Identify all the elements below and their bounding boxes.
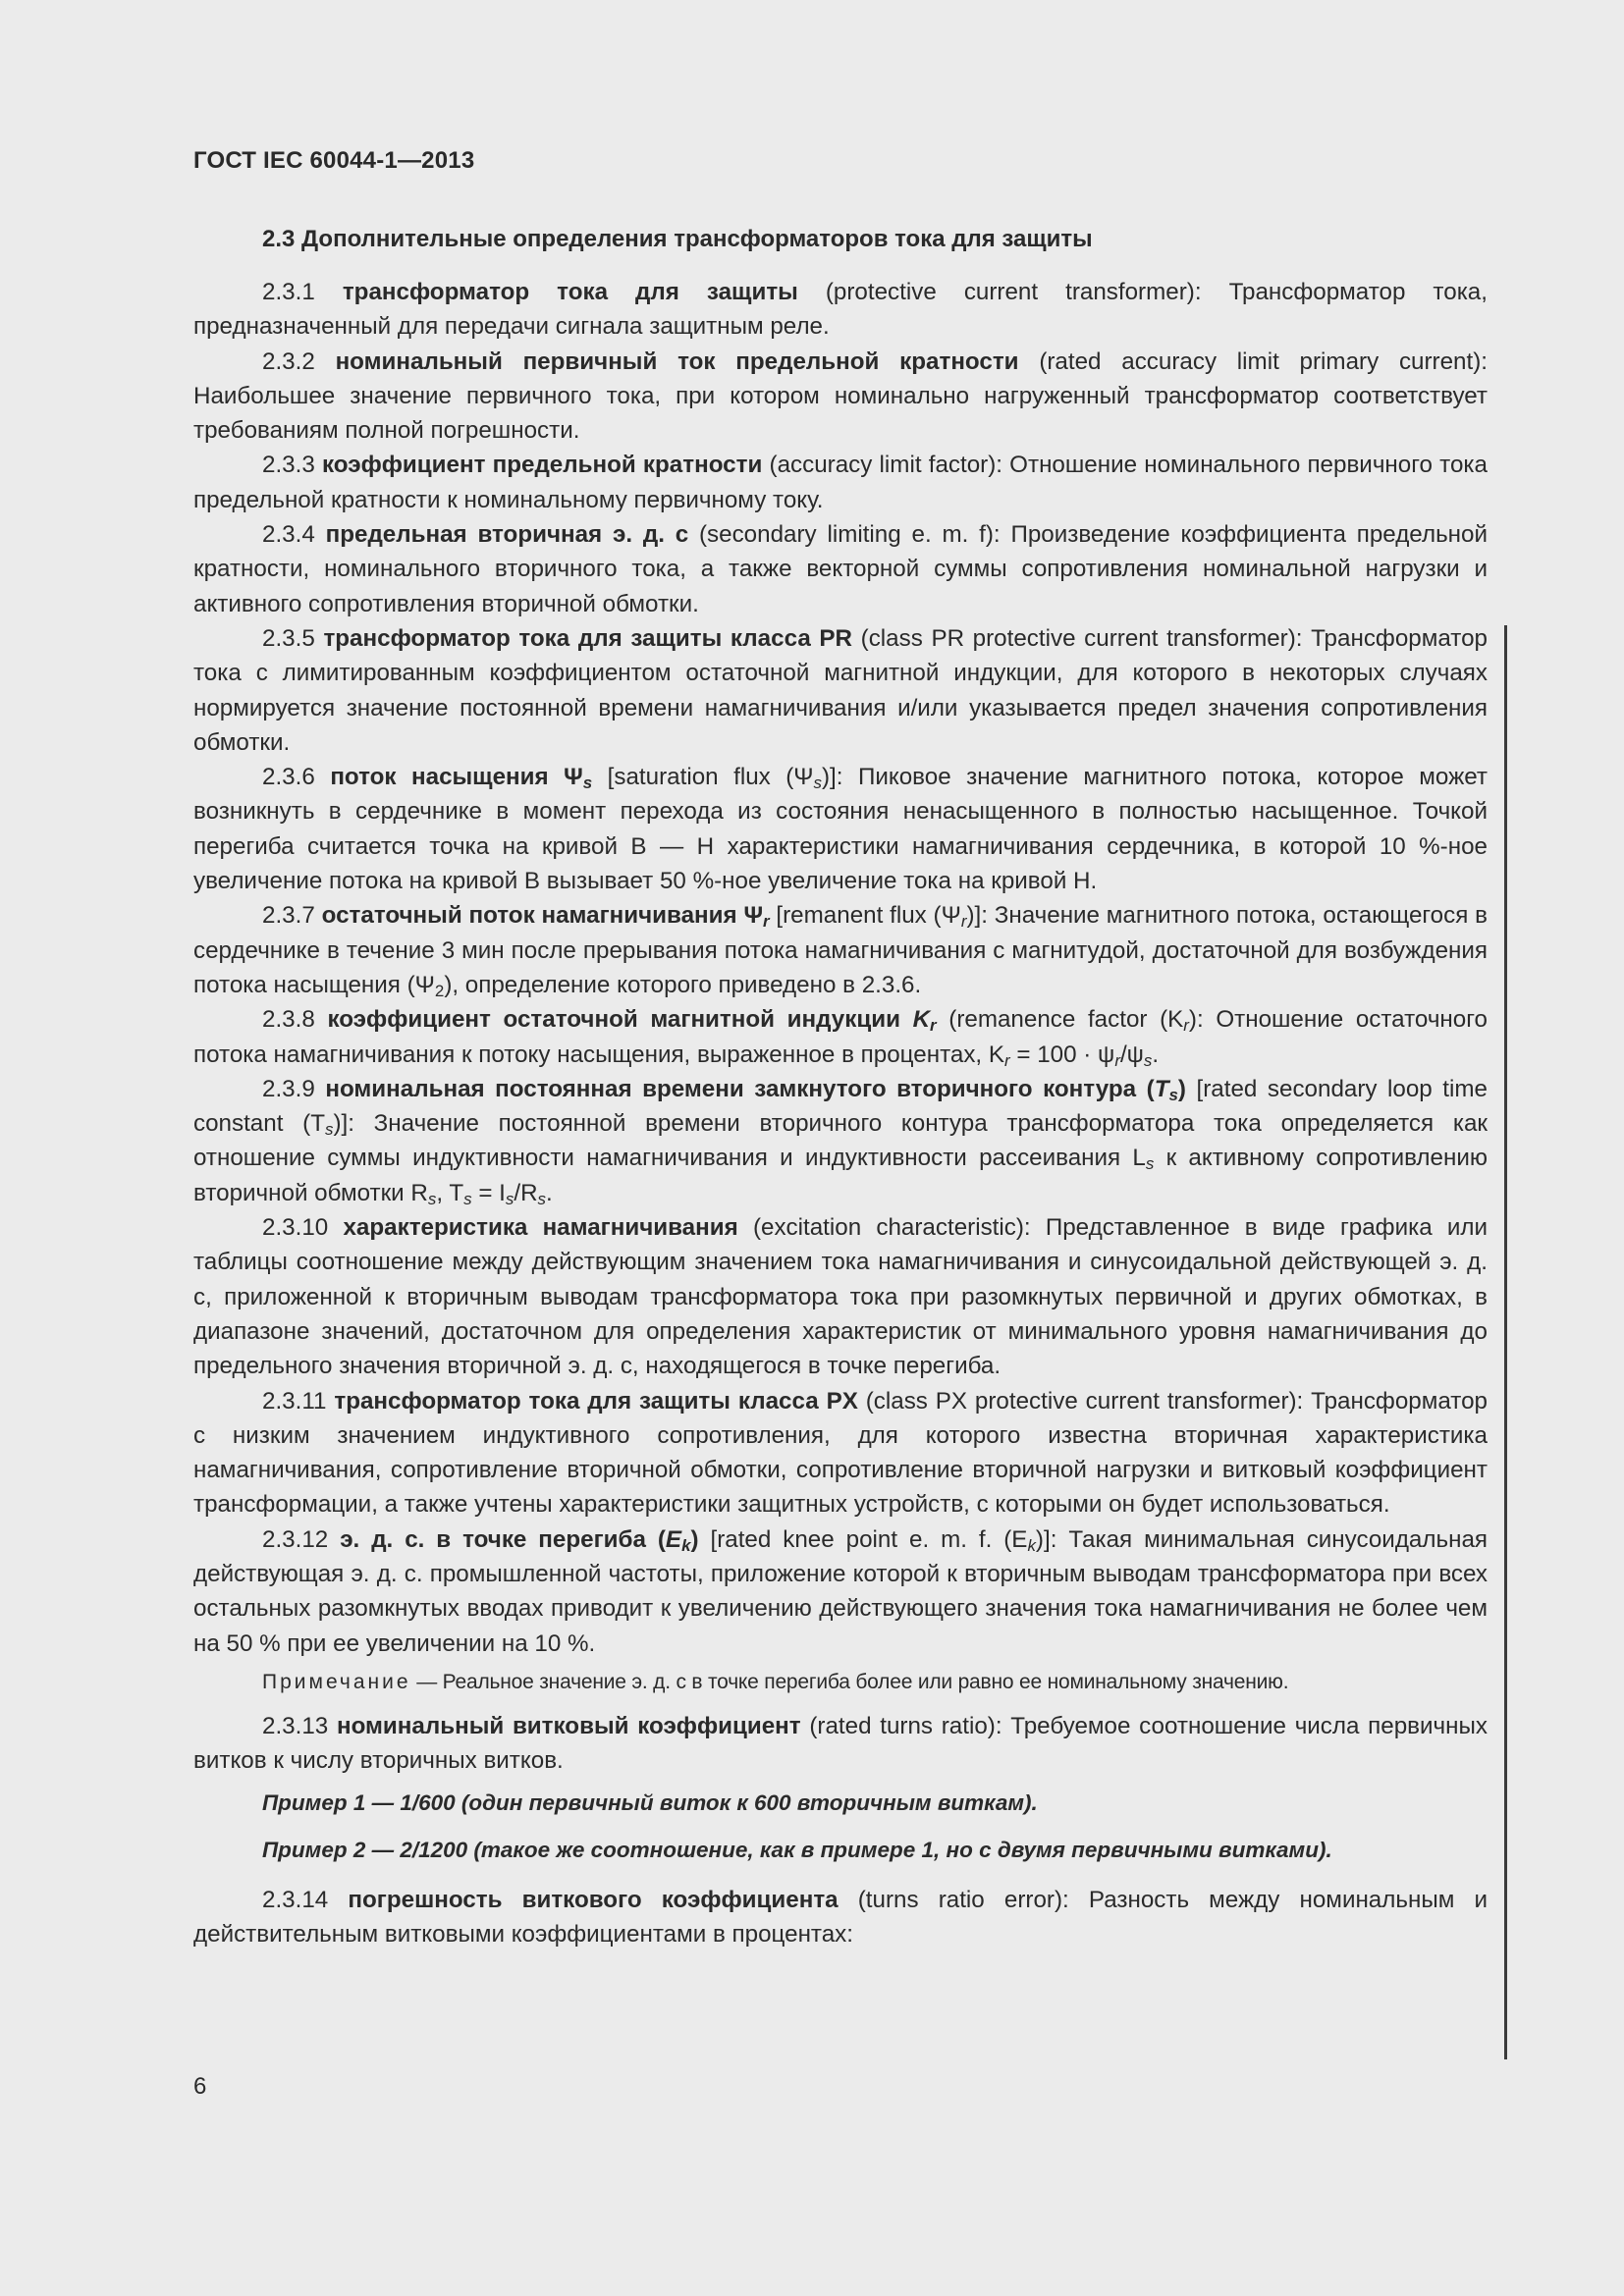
example-1: Пример 1 — 1/600 (один первичный виток к 600 вторичным виткам).	[262, 1790, 1038, 1816]
definition-2-3-7: 2.3.7 остаточный поток намагничивания $\Psi_r$ [remanent flux $(\Psi_r)$]: Значение магнитного потока, остающегося в сердечнике в течение 3 мин после прерывания потока намагничивания с магнитудой, достаточной для возбуждения потока насыщения $(\Psi_2)$, определение которого приведено в 2.3.6.	[193, 902, 1488, 1001]
page-number: 6	[193, 2073, 207, 2100]
definition-2-3-13	[193, 1709, 1488, 1779]
document-body	[193, 275, 1488, 1952]
clause-number: 2.3.8	[262, 1006, 315, 1034]
definition-text: (accuracy limit factor): Отношение номинального первичного тока предельной кратности к номинальному первичному току.	[193, 452, 1488, 513]
clause-number: 2.3.5	[262, 624, 315, 652]
note	[193, 1668, 1488, 1697]
definition-2-3-1	[193, 275, 1488, 345]
definition-text: )]: Пиковое значение магнитного потока, которое может возникнуть в сердечнике в момент перехода из состояния ненасыщенного в полностью насыщенное. Точкой перегиба считается точка на кривой В — Н характеристики намагничивания сердечника, в которой 10 %-ное увеличение потока на кривой В вызывает 50 %-ное увеличение тока на кривой Н.	[193, 764, 1488, 895]
clause-number: 2.3.2	[262, 347, 315, 375]
symbol: $\Psi_s$	[564, 764, 593, 793]
term: характеристика намагничивания	[343, 1214, 738, 1242]
definition-2-3-3	[193, 448, 1488, 517]
definition-2-3-9: 2.3.9 номинальная постоянная времени замкнутого вторичного контура $(T_s)$ [rated secondary loop time constant $(T_s)$]: Значение постоянной времени вторичного контура трансформатора тока определяется как отношение суммы индуктивности намагничивания и индуктивности рассеивания $L_s$ к активному сопротивлению вторичной обмотки $R_s$, $T_s = I_s/R_s$.	[193, 1075, 1488, 1208]
symbol: $T_s$	[1154, 1075, 1178, 1105]
term: э. д. с. в точке перегиба (	[340, 1525, 666, 1553]
definition-text: (rated turns ratio): Требуемое соотношение числа первичных витков к числу вторичных витков.	[193, 1712, 1488, 1775]
clause-number: 2.3.4	[262, 521, 315, 549]
term: номинальная постоянная времени замкнутого вторичного контура	[325, 1075, 1137, 1102]
clause-number: 2.3.7	[262, 902, 315, 930]
term: предельная вторичная э. д. с	[325, 521, 689, 549]
clause-number: 2.3.1	[262, 279, 315, 305]
document-code-header: ГОСТ IEC 60044-1—2013	[193, 147, 475, 174]
clause-number: 2.3.11	[262, 1387, 327, 1415]
definition-2-3-6: 2.3.6 поток насыщения $\Psi_s$ [saturation flux $(\Psi_s)$]: Пиковое значение магнитного потока, которое может возникнуть в сердечнике в момент перехода из состояния ненасыщенного в полностью насыщенное. Точкой перегиба считается точка на кривой В — Н характеристики намагничивания сердечника, в которой 10 %-ное увеличение потока на кривой В вызывает 50 %-ное увеличение тока на кривой Н.	[193, 764, 1488, 895]
term: номинальный первичный ток предельной кратности	[335, 347, 1019, 375]
definition-text: (class PR protective current transformer): Трансформатор тока с лимитированным коэффициентом остаточной магнитной индукции, для которого в некоторых случаях нормируется значение постоянной времени намагничивания и/или указывается предел значения сопротивления обмотки.	[193, 624, 1488, 756]
term: трансформатор тока для защиты класса PX	[334, 1387, 858, 1415]
term: трансформатор тока для защиты	[342, 279, 798, 305]
definition-text: (rated accuracy limit primary current): Наибольшее значение первичного тока, при котором номинально нагруженный трансформатор соответствует требованиям полной погрешности.	[193, 347, 1488, 445]
symbol: $K_r$	[912, 1006, 937, 1036]
note-label: Примечание	[262, 1670, 411, 1693]
definition-2-3-10	[193, 1210, 1488, 1383]
definition-text: (class PX protective current transformer): Трансформатор с низким значением индуктивного сопротивления, для которого известна вторичная характеристика намагничивания, сопротивление вторичной обмотки, сопротивление вторичной нагрузки и витковый коэффициент трансформации, а также учтены характеристики защитных устройств, с которыми он будет использоваться.	[193, 1387, 1488, 1519]
definition-text: (turns ratio error): Разность между номинальным и действительным витковыми коэффициентами в процентах:	[193, 1887, 1488, 1949]
example-2: Пример 2 — 2/1200 (такое же соотношение, как в примере 1, но с двумя первичными витками).	[262, 1837, 1332, 1862]
revision-change-bar	[1504, 625, 1507, 2059]
definition-text: )]: Такая минимальная синусоидальная действующая э. д. с. промышленной частоты, приложение которой к вторичным выводам трансформатора при всех остальных разомкнутых вводах приводит к увеличению действующего значения тока намагничивания не более чем на 50 % при ее увеличении на 10 %.	[193, 1525, 1489, 1657]
definition-2-3-5	[193, 621, 1488, 760]
clause-number: 2.3.13	[262, 1712, 329, 1739]
definition-2-3-8: 2.3.8 коэффициент остаточной магнитной индукции $K_r$ (remanence factor $(K_r)$: Отношение остаточного потока намагничивания к потоку насыщения, выраженное в процентах, $K_r = 100 \cdot \psi_r/\psi_s$.	[193, 1006, 1488, 1070]
note-text: — Реальное значение э. д. с в точке перегиба более или равно ее номинальному значению.	[410, 1670, 1289, 1693]
clause-number: 2.3.3	[262, 452, 315, 479]
term: остаточный поток намагничивания	[321, 902, 737, 930]
clause-number: 2.3.12	[262, 1525, 329, 1553]
term: погрешность виткового коэффициента	[348, 1887, 839, 1914]
term: номинальный витковый коэффициент	[336, 1712, 801, 1739]
definition-text: ): Отношение остаточного потока намагничивания к потоку насыщения, выраженное в процентах, K	[193, 1006, 1488, 1068]
definition-text: )]: Значение постоянной времени вторичного контура трансформатора тока определяется как отношение суммы индуктивности намагничивания и индуктивности рассеивания L	[193, 1110, 1488, 1172]
definition-2-3-11	[193, 1384, 1488, 1522]
definition-text: )]: Значение магнитного потока, остающегося в сердечнике в течение 3 мин после прерывания потока намагничивания с магнитудой, достаточной для возбуждения потока насыщения (Ψ	[193, 902, 1488, 998]
definition-text: (protective current transformer): Трансформатор тока, предназначенный для передачи сигнала защитным реле.	[193, 279, 1488, 341]
section-title: 2.3 Дополнительные определения трансформаторов тока для защиты	[262, 226, 1093, 252]
symbol: $E_k$	[665, 1525, 691, 1555]
term: трансформатор тока для защиты класса PR	[323, 624, 853, 652]
definition-2-3-12: 2.3.12 э. д. с. в точке перегиба $(E_k)$ [rated knee point e. m. f. $(E_k)$]: Такая минимальная синусоидальная действующая э. д. с. промышленной частоты, приложение которой к вторичным выводам трансформатора при всех остальных разомкнутых вводах приводит к увеличению действующего значения тока намагничивания не более чем на 50 % при ее увеличении на 10 %.	[193, 1525, 1489, 1657]
term: коэффициент остаточной магнитной индукции	[327, 1006, 900, 1034]
definition-2-3-14	[193, 1883, 1488, 1952]
definition-text: (secondary limiting e. m. f): Произведение коэффициента предельной кратности, номинального вторичного тока, а также векторной суммы сопротивления номинальной нагрузки и активного сопротивления вторичной обмотки.	[193, 521, 1488, 617]
term: поток насыщения	[330, 764, 549, 791]
definition-2-3-4	[193, 517, 1488, 621]
definition-text: (excitation characteristic): Представленное в виде графика или таблицы соотношение между действующим значением тока намагничивания и синусоидальной действующей э. д. с, приложенной к вторичным выводам трансформатора тока при разомкнутых первичной и других обмотках, в диапазоне значений, достаточном для определения характеристик от минимального уровня намагничивания до предельного значения вторичной э. д. с, находящегося в точке перегиба.	[193, 1214, 1488, 1380]
clause-number: 2.3.9	[262, 1075, 315, 1102]
term: коэффициент предельной кратности	[321, 452, 763, 479]
symbol: $\Psi_r$	[743, 902, 770, 932]
clause-number: 2.3.10	[262, 1214, 329, 1242]
definition-2-3-2	[193, 345, 1488, 449]
clause-number: 2.3.14	[262, 1887, 329, 1914]
clause-number: 2.3.6	[262, 764, 315, 791]
